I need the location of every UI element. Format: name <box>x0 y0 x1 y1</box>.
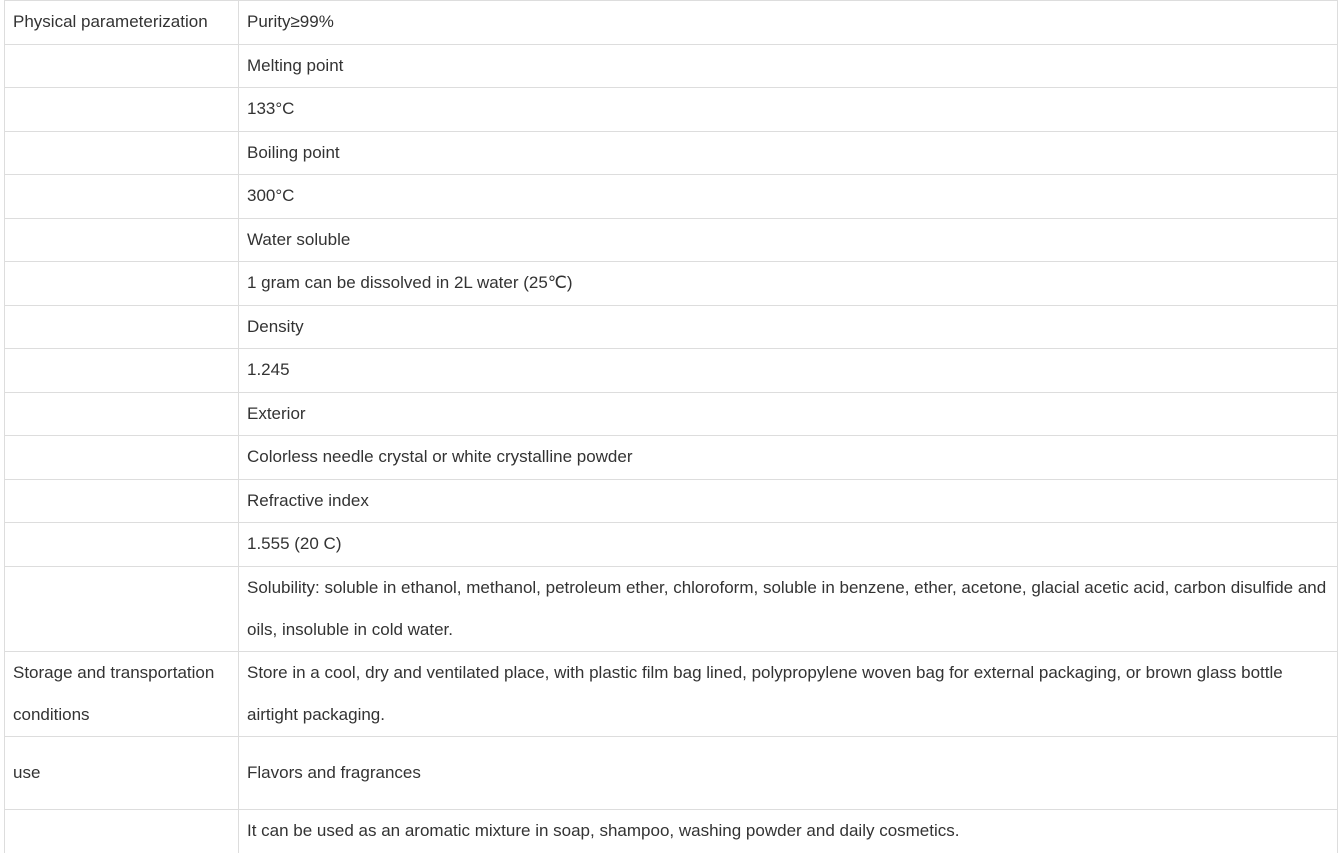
table-row <box>5 566 1338 651</box>
row-value: 133°C <box>239 88 1338 132</box>
table-row <box>5 523 1338 567</box>
row-value: 1 gram can be dissolved in 2L water (25℃) <box>239 262 1338 306</box>
table-row <box>5 175 1338 219</box>
row-value: Flavors and fragrances <box>239 736 1338 809</box>
row-value: Melting point <box>239 44 1338 88</box>
row-value: 1.245 <box>239 349 1338 393</box>
row-value: It can be used as an aromatic mixture in soap, shampoo, washing powder and daily cosmetics. <box>239 809 1338 853</box>
row-value: Water soluble <box>239 218 1338 262</box>
row-value: Density <box>239 305 1338 349</box>
row-label: Physical parameterization <box>5 1 239 45</box>
row-value: Exterior <box>239 392 1338 436</box>
table-row <box>5 305 1338 349</box>
row-label <box>5 809 239 853</box>
row-value: Boiling point <box>239 131 1338 175</box>
table-row <box>5 218 1338 262</box>
table-row <box>5 736 1338 809</box>
properties-table <box>4 0 1338 853</box>
row-value: Refractive index <box>239 479 1338 523</box>
table-row <box>5 349 1338 393</box>
row-label <box>5 175 239 219</box>
row-label <box>5 88 239 132</box>
row-label <box>5 566 239 651</box>
row-label <box>5 218 239 262</box>
row-value: Colorless needle crystal or white crystalline powder <box>239 436 1338 480</box>
row-label <box>5 392 239 436</box>
row-label: use <box>5 736 239 809</box>
row-label <box>5 131 239 175</box>
row-value: 300°C <box>239 175 1338 219</box>
row-label <box>5 44 239 88</box>
row-value: Purity≥99% <box>239 1 1338 45</box>
row-label: Storage and transportation conditions <box>5 651 239 736</box>
table-row <box>5 88 1338 132</box>
row-label <box>5 436 239 480</box>
row-label <box>5 349 239 393</box>
row-value: Solubility: soluble in ethanol, methanol, petroleum ether, chloroform, soluble in benzene, ether, acetone, glacial acetic acid, carbon disulfide and oils, insoluble in cold water. <box>239 566 1338 651</box>
table-row <box>5 392 1338 436</box>
row-label <box>5 262 239 306</box>
row-value: Store in a cool, dry and ventilated place, with plastic film bag lined, polypropylene woven bag for external packaging, or brown glass bottle airtight packaging. <box>239 651 1338 736</box>
table-row <box>5 131 1338 175</box>
row-label <box>5 305 239 349</box>
table-row <box>5 44 1338 88</box>
row-value: 1.555 (20 C) <box>239 523 1338 567</box>
table-row <box>5 1 1338 45</box>
row-label <box>5 523 239 567</box>
row-label <box>5 479 239 523</box>
table-row <box>5 809 1338 853</box>
table-row <box>5 262 1338 306</box>
table-row <box>5 651 1338 736</box>
table-row <box>5 436 1338 480</box>
table-row <box>5 479 1338 523</box>
